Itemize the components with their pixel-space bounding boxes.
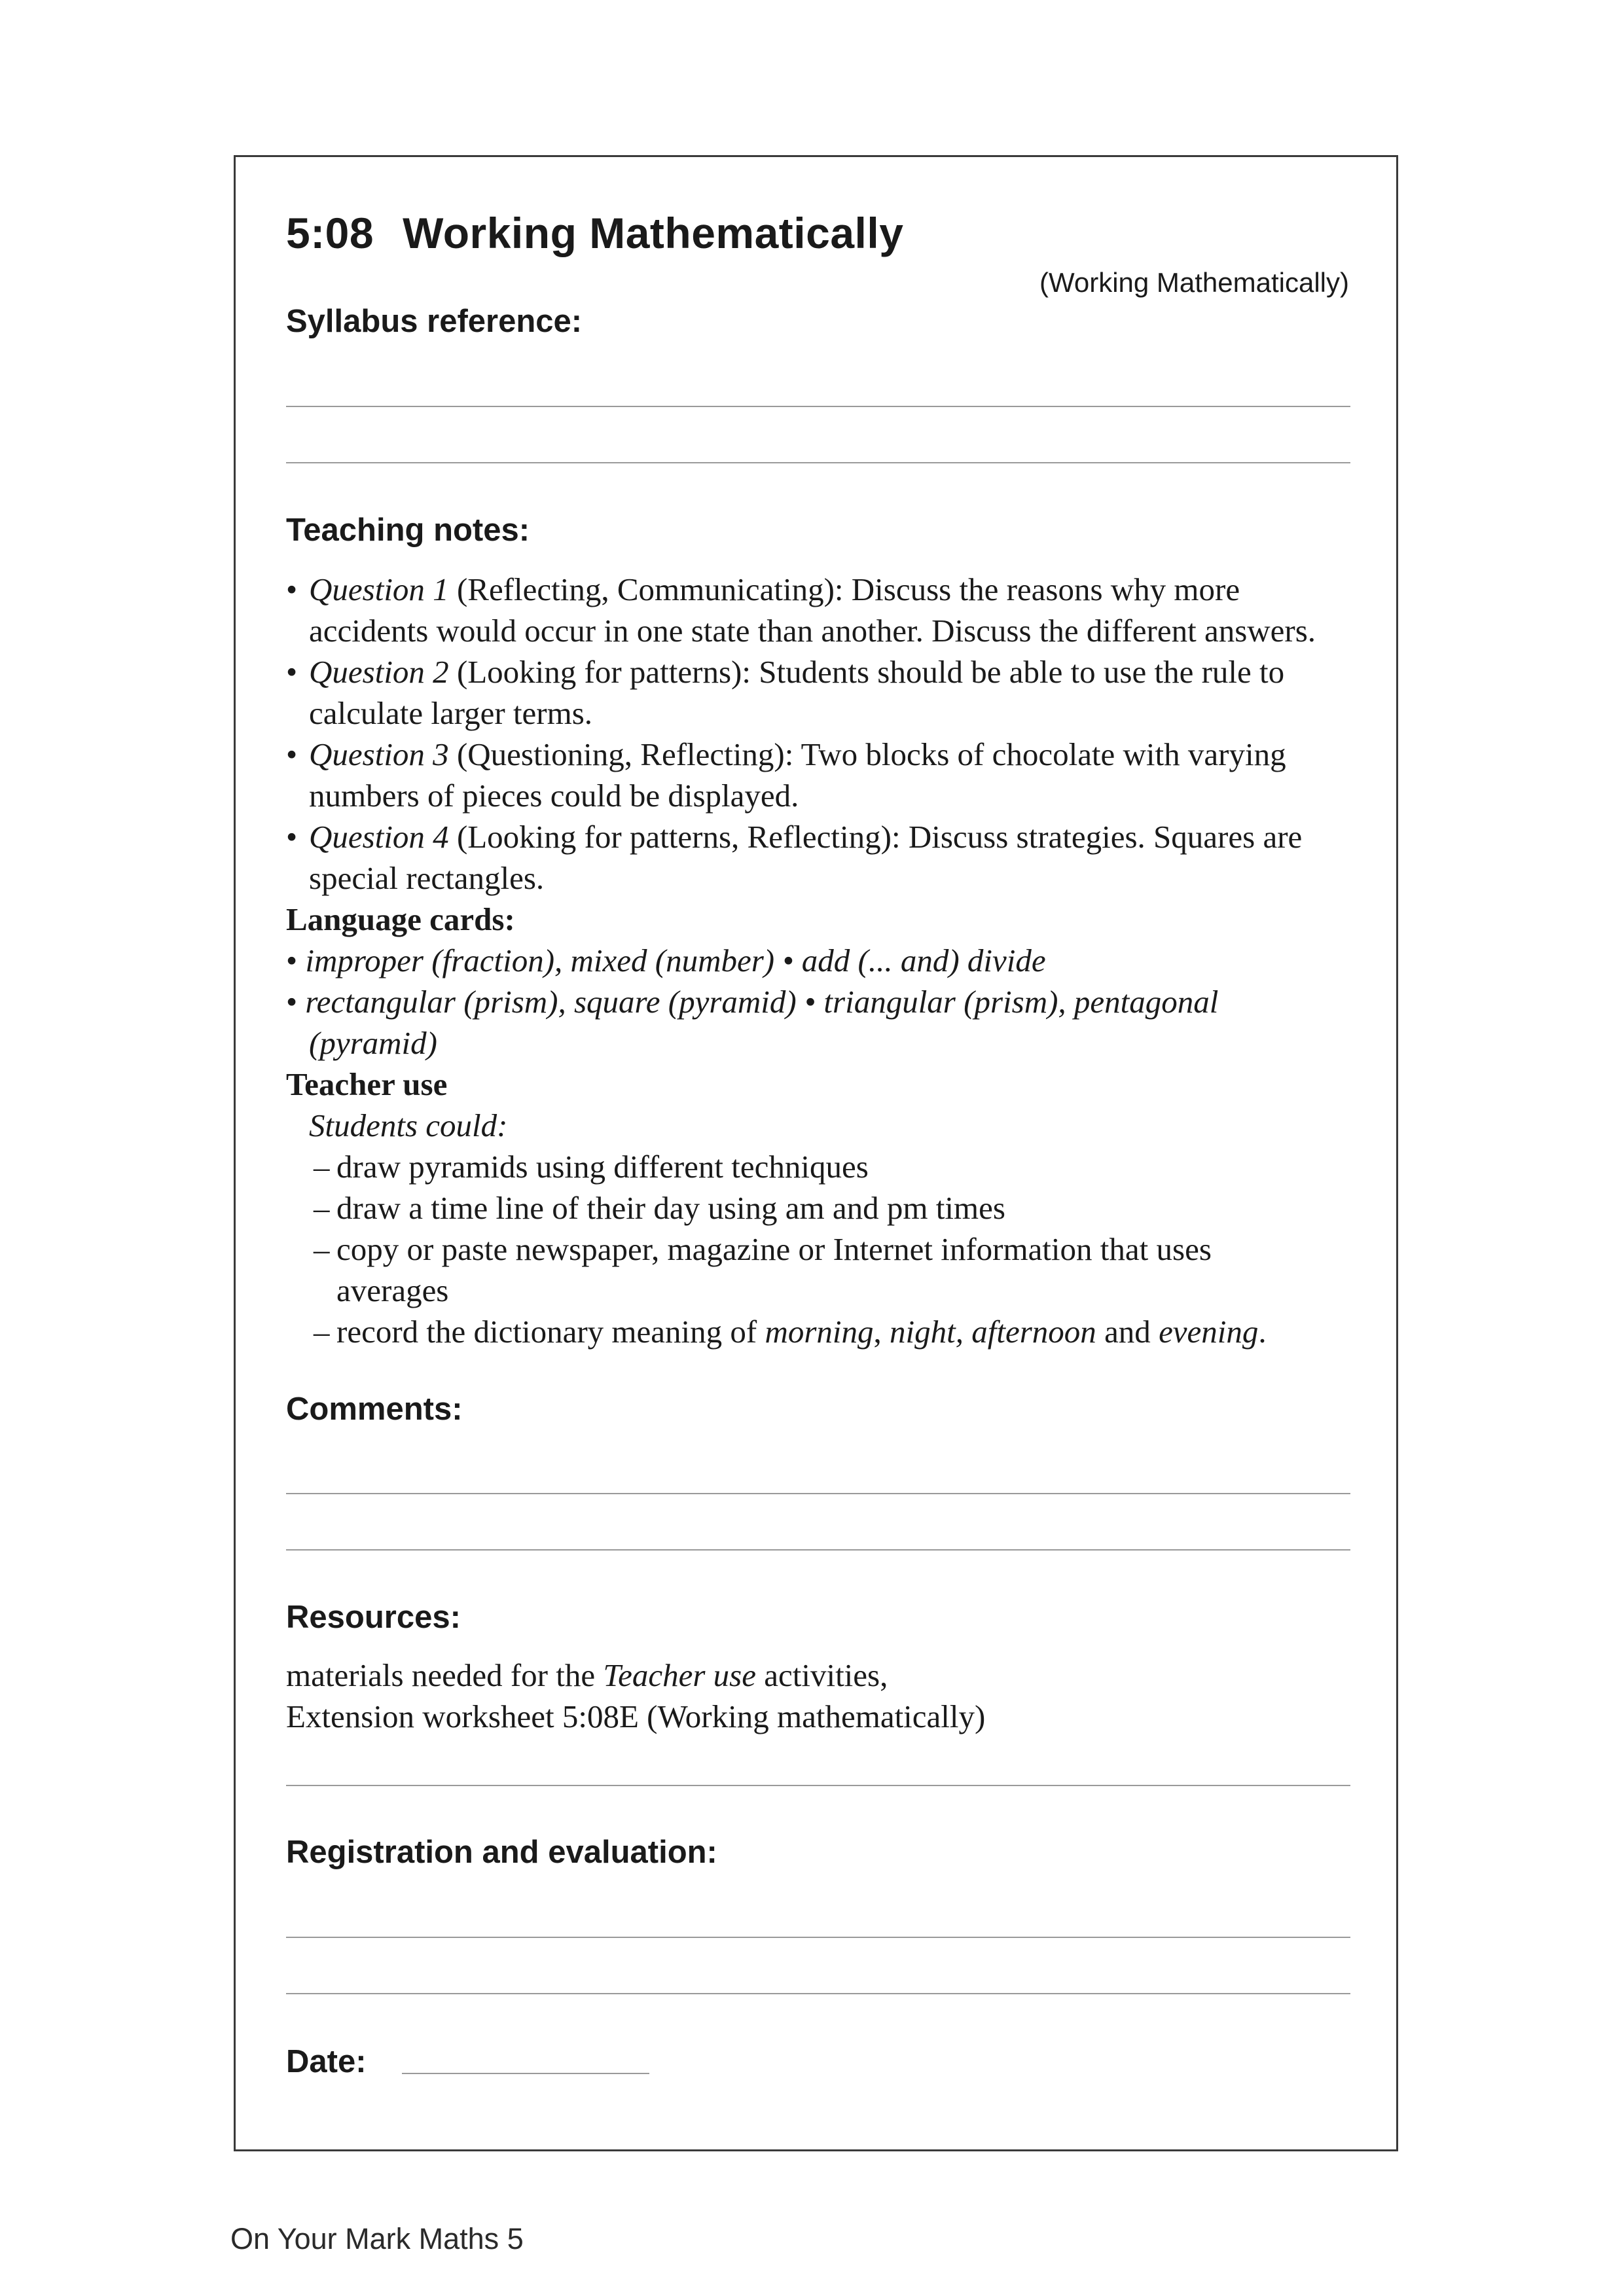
teacher-use-item-4: – record the dictionary meaning of morning, night, afternoon and evening. bbox=[314, 1314, 1267, 1350]
syllabus-line-1 bbox=[286, 406, 1350, 407]
teaching-notes-body bbox=[286, 569, 1316, 1352]
language-cards-line-3: (pyramid) bbox=[309, 1025, 437, 1061]
note-question-4: • Question 4 (Looking for patterns, Reflecting): Discuss strategies. Squares are bbox=[286, 819, 1303, 855]
resources-line bbox=[286, 1785, 1350, 1786]
note-question-1-cont: accidents would occur in one state than another. Discuss the different answers. bbox=[309, 613, 1316, 649]
teacher-use-item-3: – copy or paste newspaper, magazine or Internet information that uses bbox=[314, 1231, 1212, 1267]
note-question-2-cont: calculate larger terms. bbox=[309, 695, 593, 731]
syllabus-line-2 bbox=[286, 462, 1350, 463]
language-cards-heading: Language cards: bbox=[286, 901, 515, 937]
date-line bbox=[402, 2073, 649, 2074]
comments-heading: Comments: bbox=[286, 1391, 463, 1427]
note-question-3-cont: numbers of pieces could be displayed. bbox=[309, 778, 799, 814]
note-question-2: • Question 2 (Looking for patterns): Students should be able to use the rule to bbox=[286, 654, 1285, 690]
registration-line-2 bbox=[286, 1993, 1350, 1994]
footer-text: On Your Mark Maths 5 bbox=[230, 2222, 524, 2255]
worksheet-title: Working Mathematically bbox=[403, 209, 904, 257]
comments-line-1 bbox=[286, 1493, 1350, 1494]
comments-line-2 bbox=[286, 1549, 1350, 1551]
syllabus-heading: Syllabus reference: bbox=[286, 304, 583, 339]
resources-heading: Resources: bbox=[286, 1600, 461, 1635]
teacher-use-item-3-cont: averages bbox=[336, 1272, 449, 1308]
page-title bbox=[286, 208, 903, 258]
teacher-use-heading: Teacher use bbox=[286, 1066, 448, 1102]
teacher-use-intro: Students could: bbox=[309, 1107, 508, 1143]
note-question-3: • Question 3 (Questioning, Reflecting): Two blocks of chocolate with varying bbox=[286, 736, 1286, 772]
resources-line-2: Extension worksheet 5:08E (Working mathematically) bbox=[286, 1698, 986, 1734]
teaching-notes-heading: Teaching notes: bbox=[286, 512, 530, 548]
teacher-use-item-2: – draw a time line of their day using am and pm times bbox=[314, 1190, 1005, 1226]
registration-heading: Registration and evaluation: bbox=[286, 1835, 717, 1870]
language-cards-line-2: • rectangular (prism), square (pyramid) • triangular (prism), pentagonal bbox=[286, 984, 1219, 1020]
resources-body bbox=[286, 1655, 985, 1737]
note-question-1: • Question 1 (Reflecting, Communicating): Discuss the reasons why more bbox=[286, 571, 1240, 607]
teacher-use-item-1: – draw pyramids using different techniques bbox=[314, 1149, 869, 1185]
language-cards-line-1: • improper (fraction), mixed (number) • add (... and) divide bbox=[286, 942, 1046, 978]
strand-reference: (Working Mathematically) bbox=[1039, 267, 1349, 298]
registration-line-1 bbox=[286, 1937, 1350, 1938]
date-label: Date: bbox=[286, 2044, 367, 2079]
resources-line-1: materials needed for the Teacher use activities, bbox=[286, 1657, 888, 1693]
note-question-4-cont: special rectangles. bbox=[309, 860, 545, 896]
worksheet-number: 5:08 bbox=[286, 209, 374, 257]
